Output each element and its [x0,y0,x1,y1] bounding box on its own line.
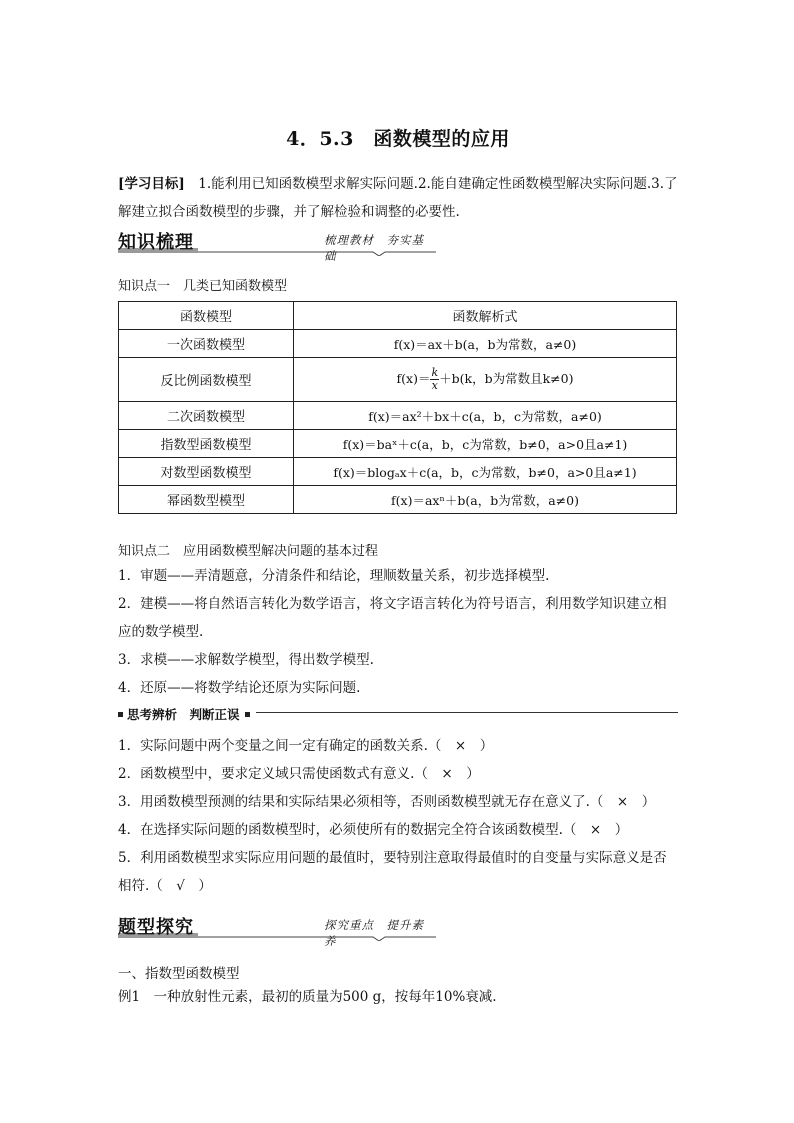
think-label-text: 思考辨析 判断正误 [127,707,240,722]
example-text: 例1 一种放射性元素，最初的质量为500 g，按每年10%衰减. [118,989,497,1005]
section-title: 题型探究 [118,917,194,938]
process-step: 1．审题——弄清题意，分清条件和结论，理顺数量关系，初步选择模型. [118,568,550,584]
square-bullet-icon [118,712,123,717]
learning-objective [118,170,678,226]
model-formula [294,358,677,402]
table-row [119,330,677,358]
table-header-cell: 函数解析式 [294,302,677,330]
judgement-item: 4．在选择实际问题的函数模型时，必须使所有的数据完全符合该函数模型.（ × ） [118,822,629,838]
page-title: 4．5.3 函数模型的应用 [286,128,510,150]
objective-tag: [学习目标] [118,176,185,192]
think-judge-divider [118,705,678,721]
judgement-item: 2．函数模型中，要求定义域只需使函数式有意义.（ × ） [118,766,480,782]
knowledge-point-2: 知识点二 应用函数模型解决问题的基本过程 [118,544,379,559]
table-header-row [119,302,677,330]
table-row [119,458,677,486]
section-header-knowledge [118,228,436,263]
formula-prefix: f(x)＝ [396,371,431,386]
think-label [118,705,256,723]
judgement-item: 5．利用函数模型求实际应用问题的最值时，要特别注意取得最值时的自变量与实际意义是否相符.（ √ ） [118,850,667,894]
process-step: 3．求模——求解数学模型，得出数学模型. [118,652,374,668]
section-title: 知识梳理 [118,232,194,253]
knowledge-point-1: 知识点一 几类已知函数模型 [118,279,288,294]
objective-text: 1.能利用已知函数模型求解实际问题.2.能自建确定性函数模型解决实际问题.3.了解建立拟合函数模型的步骤，并了解检验和调整的必要性. [118,176,678,220]
process-step: 2．建模——将自然语言转化为数学语言，将文字语言转化为符号语言，利用数学知识建立相应的数学模型. [118,596,667,640]
model-formula: f(x)＝baˣ＋c(a，b，c为常数，b≠0，a>0且a≠1) [294,430,677,458]
model-name: 幂函数型模型 [119,486,294,514]
formula-suffix: ＋b(k，b为常数且k≠0) [439,371,574,386]
section-subtitle: 梳理教材 夯实基础 [324,233,424,263]
model-name: 二次函数模型 [119,402,294,430]
model-name: 对数型函数模型 [119,458,294,486]
table-header-cell: 函数模型 [119,302,294,330]
model-formula: f(x)＝axⁿ＋b(a，b为常数，a≠0) [294,486,677,514]
model-formula: f(x)＝ax²＋bx＋c(a，b，c为常数，a≠0) [294,402,677,430]
section-header-explore [118,913,436,948]
table-row [119,486,677,514]
square-bullet-icon [245,712,250,717]
fraction-denominator: x [431,379,438,392]
process-step: 4．还原——将数学结论还原为实际问题. [118,680,361,696]
subsection-title: 一、指数型函数模型 [118,966,240,982]
fraction [430,367,439,392]
model-name: 一次函数模型 [119,330,294,358]
judgement-item: 1．实际问题中两个变量之间一定有确定的函数关系.（ × ） [118,738,494,754]
model-name: 反比例函数模型 [119,358,294,402]
model-name: 指数型函数模型 [119,430,294,458]
model-formula: f(x)＝ax＋b(a，b为常数，a≠0) [294,330,677,358]
model-formula: f(x)＝blogₐx＋c(a，b，c为常数，b≠0，a>0且a≠1) [294,458,677,486]
judgement-item: 3．用函数模型预测的结果和实际结果必须相等，否则函数模型就无存在意义了.（ × ） [118,794,656,810]
table-row [119,358,677,402]
function-model-table [118,301,677,514]
table-row [119,402,677,430]
fraction-numerator: k [431,366,439,379]
table-row [119,430,677,458]
section-subtitle: 探究重点 提升素养 [324,918,424,948]
